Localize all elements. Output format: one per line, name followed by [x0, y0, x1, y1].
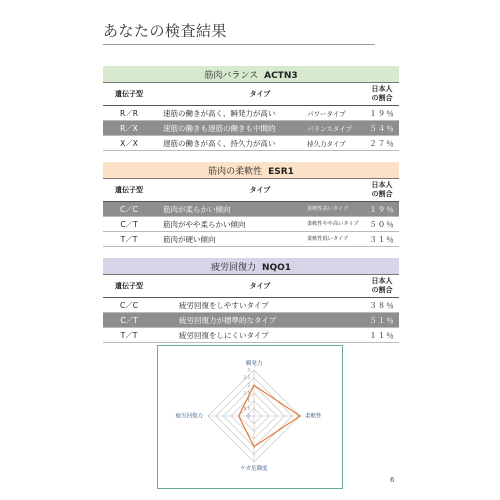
col-ratio: 日本人 の割合 — [365, 179, 399, 202]
page-number: 6 — [390, 476, 395, 484]
col-genotype: 遺伝子型 — [103, 83, 155, 106]
tick-label: 2 — [247, 382, 250, 388]
actn3-table — [103, 66, 399, 151]
data-point — [253, 446, 255, 448]
col-type: タイプ — [155, 179, 365, 202]
tick-label: 1 — [247, 398, 250, 404]
tick-label: 0 — [247, 413, 250, 419]
table-row-highlighted: R／X 速筋の働きも遅筋の働きも中間的 バランスタイプ ５４％ — [103, 121, 399, 136]
table-row: R／R 速筋の働きが高く、瞬発力が高い パワータイプ １９％ — [103, 106, 399, 121]
table-row: T／T 筋肉が硬い傾向 柔軟性低いタイプ ３１％ — [103, 232, 399, 247]
title-divider — [103, 44, 375, 45]
table-header — [103, 66, 399, 83]
col-genotype: 遺伝子型 — [103, 179, 155, 202]
radar-chart — [158, 346, 342, 488]
table-title: 筋肉バランス — [204, 70, 259, 81]
gene-code: NQO1 — [261, 262, 292, 273]
col-ratio: 日本人 の割合 — [365, 275, 399, 298]
radar-chart-frame — [157, 345, 343, 489]
col-type: タイプ — [155, 83, 365, 106]
col-ratio: 日本人 の割合 — [365, 83, 399, 106]
data-point — [253, 385, 255, 387]
axis-label: 疲労回復力 — [175, 413, 203, 420]
page-title: あなたの検査結果 — [103, 22, 228, 40]
axis-label: 柔軟性 — [305, 413, 322, 420]
esr1-table — [103, 162, 399, 247]
table-row-highlighted: C／T 疲労回復力が標準的なタイプ ５１％ — [103, 313, 399, 328]
tick-label: 1.5 — [243, 390, 250, 396]
table-header — [103, 258, 399, 275]
data-point — [299, 415, 301, 417]
col-type: タイプ — [155, 275, 365, 298]
col-genotype: 遺伝子型 — [103, 275, 155, 298]
axis-label: 瞬発力 — [245, 361, 263, 367]
nqo1-table — [103, 258, 399, 343]
table-row: C／C 疲労回復をしやすいタイプ ３８％ — [103, 298, 399, 313]
table-row: C／T 筋肉がやや柔らかい傾向 柔軟性やや高いタイプ ５０％ — [103, 217, 399, 232]
table-title: 疲労回復力 — [210, 262, 256, 273]
table-title: 筋肉の柔軟性 — [208, 166, 263, 177]
axis-label: ケガ危険度 — [240, 466, 268, 472]
gene-code: ESR1 — [268, 166, 294, 177]
table-header — [103, 162, 399, 179]
tick-label: 0.5 — [243, 405, 250, 411]
tick-label: 3 — [247, 367, 250, 373]
table-row-highlighted: C／C 筋肉が柔らかい傾向 柔軟性高いタイプ １９％ — [103, 202, 399, 217]
table-row: X／X 遅筋の働きが高く、持久力が高い 持久力タイプ ２７％ — [103, 136, 399, 151]
data-point — [238, 415, 240, 417]
gene-code: ACTN3 — [264, 70, 298, 81]
tick-label: 2.5 — [243, 375, 250, 381]
table-row: T／T 疲労回復をしにくいタイプ １１％ — [103, 328, 399, 343]
